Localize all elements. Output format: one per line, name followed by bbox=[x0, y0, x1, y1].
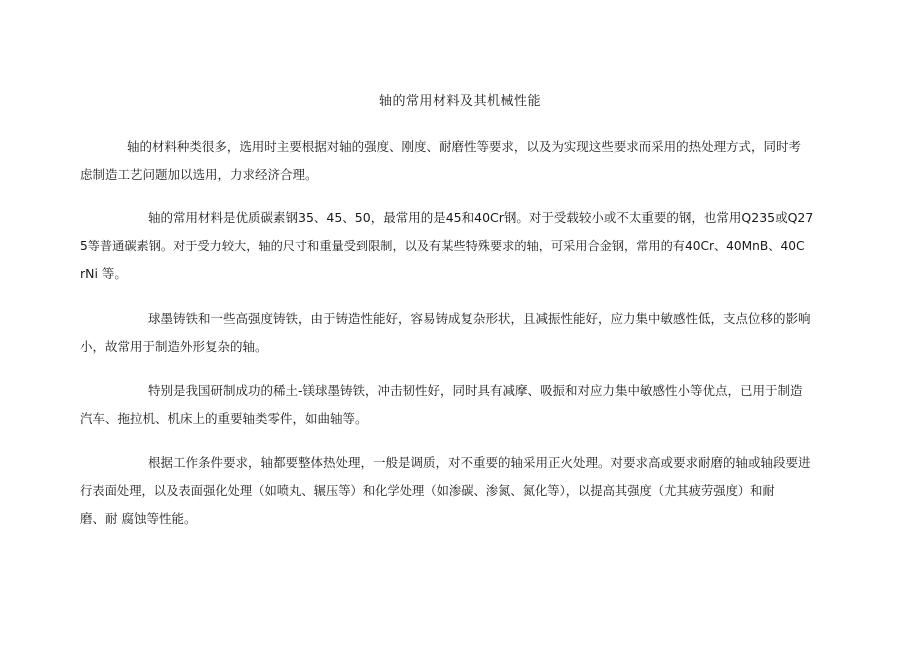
paragraph-rare-earth-iron bbox=[80, 377, 860, 433]
document-title: 轴的常用材料及其机械性能 bbox=[378, 94, 541, 109]
paragraph-line: 特别是我国研制成功的稀土-镁球墨铸铁，冲击韧性好，同时具有减摩、吸振和对应力集中敏感性小等优点，已用于制造 bbox=[148, 383, 803, 398]
paragraph-line: 根据工作条件要求，轴都要整体热处理，一般是调质，对不重要的轴采用正火处理。对要求高或要求耐磨的轴或轴段要进 bbox=[148, 455, 811, 470]
paragraph-line: 轴的常用材料是优质碳素钢35、45、50，最常用的是45和40Cr钢。对于受载较小或不太重要的钢，也常用Q235或Q27 bbox=[148, 210, 814, 225]
paragraph-heat-treatment bbox=[80, 449, 860, 533]
paragraph-nodular-iron bbox=[80, 305, 860, 361]
paragraph-line: 球墨铸铁和一些高强度铸铁，由于铸造性能好，容易铸成复杂形状，且减振性能好，应力集中敏感性低，支点位移的影响 bbox=[148, 311, 811, 326]
paragraph-line: 小，故常用于制造外形复杂的轴。 bbox=[80, 339, 268, 354]
paragraph-line: 5等普通碳素钢。对于受力较大，轴的尺寸和重量受到限制，以及有某些特殊要求的轴，可采用合金钢，常用的有40Cr、40MnB、40C bbox=[80, 239, 805, 253]
paragraph-line: rNi 等。 bbox=[80, 266, 127, 281]
paragraph-line: 行表面处理，以及表面强化处理（如喷丸、辗压等）和化学处理（如渗碳、渗氮、氮化等），以提高其强度（尤其疲劳强度）和耐 bbox=[80, 484, 775, 498]
paragraph-line: 虑制造工艺问题加以选用，力求经济合理。 bbox=[80, 167, 318, 182]
paragraph-common-steel bbox=[80, 204, 860, 288]
paragraph-line: 轴的材料种类很多，选用时主要根据对轴的强度、刚度、耐磨性等要求，以及为实现这些要求而采用的热处理方式，同时考 bbox=[127, 139, 801, 154]
paragraph-line: 磨、耐 腐蚀等性能。 bbox=[80, 511, 197, 526]
paragraph-line: 汽车、拖拉机、机床上的重要轴类零件，如曲轴等。 bbox=[80, 411, 368, 426]
paragraph-material-types bbox=[80, 133, 860, 189]
